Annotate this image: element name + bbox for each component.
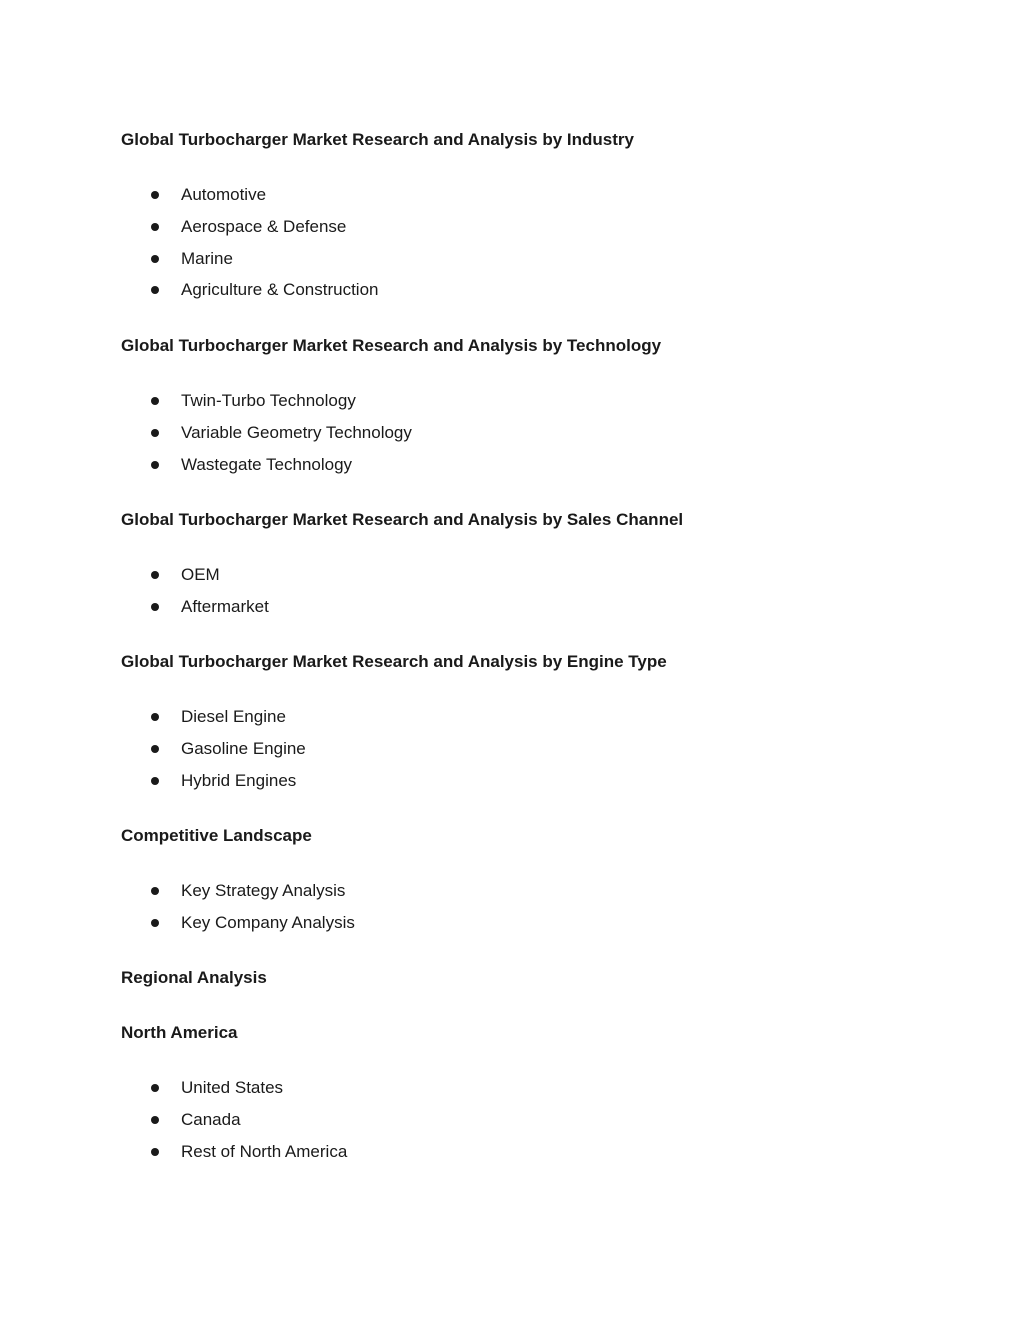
bullet-icon — [151, 286, 159, 294]
bullet-icon — [151, 571, 159, 579]
section-heading-regional-analysis: Regional Analysis — [121, 968, 267, 987]
section-heading-industry: Global Turbocharger Market Research and Analysis by Industry — [121, 130, 634, 149]
bullet-icon — [151, 429, 159, 437]
section-heading-sales-channel: Global Turbocharger Market Research and Analysis by Sales Channel — [121, 510, 684, 529]
bullet-icon — [151, 191, 159, 199]
bullet-icon — [151, 919, 159, 927]
section-heading-technology: Global Turbocharger Market Research and Analysis by Technology — [121, 336, 662, 355]
bullet-icon — [151, 603, 159, 611]
bullet-icon — [151, 713, 159, 721]
bullet-icon — [151, 1148, 159, 1156]
section-heading-north-america: North America — [121, 1023, 238, 1042]
bullet-icon — [151, 745, 159, 753]
section-heading-engine-type: Global Turbocharger Market Research and Analysis by Engine Type — [121, 652, 667, 671]
section-heading-competitive-landscape: Competitive Landscape — [121, 826, 312, 845]
bullet-icon — [151, 223, 159, 231]
bullet-icon — [151, 1116, 159, 1124]
bullet-icon — [151, 887, 159, 895]
bullet-icon — [151, 777, 159, 785]
bullet-icon — [151, 255, 159, 263]
bullet-icon — [151, 397, 159, 405]
bullet-icon — [151, 461, 159, 469]
bullet-icon — [151, 1084, 159, 1092]
document-page: Global Turbocharger Market Research and Analysis by Industry Automotive Aerospace & Defense Marine Agriculture & Construction Global Turbocharger Market Research and Analysis by Technology Twin-Turbo Technology Variable Geometry Technology Wastegate Technology Global Turbocharger Market Research and Analysis by Sales Channel OEM Aftermarket Global Turbocharger Market Research and Analysis by Engine Type Diesel Engine Gasoline Engine Hybrid Engines Competitive Landscape Key Strategy Analysis Key Company Analysis Regional Analysis North America United States Canada Rest of North America — [121, 130, 684, 1161]
